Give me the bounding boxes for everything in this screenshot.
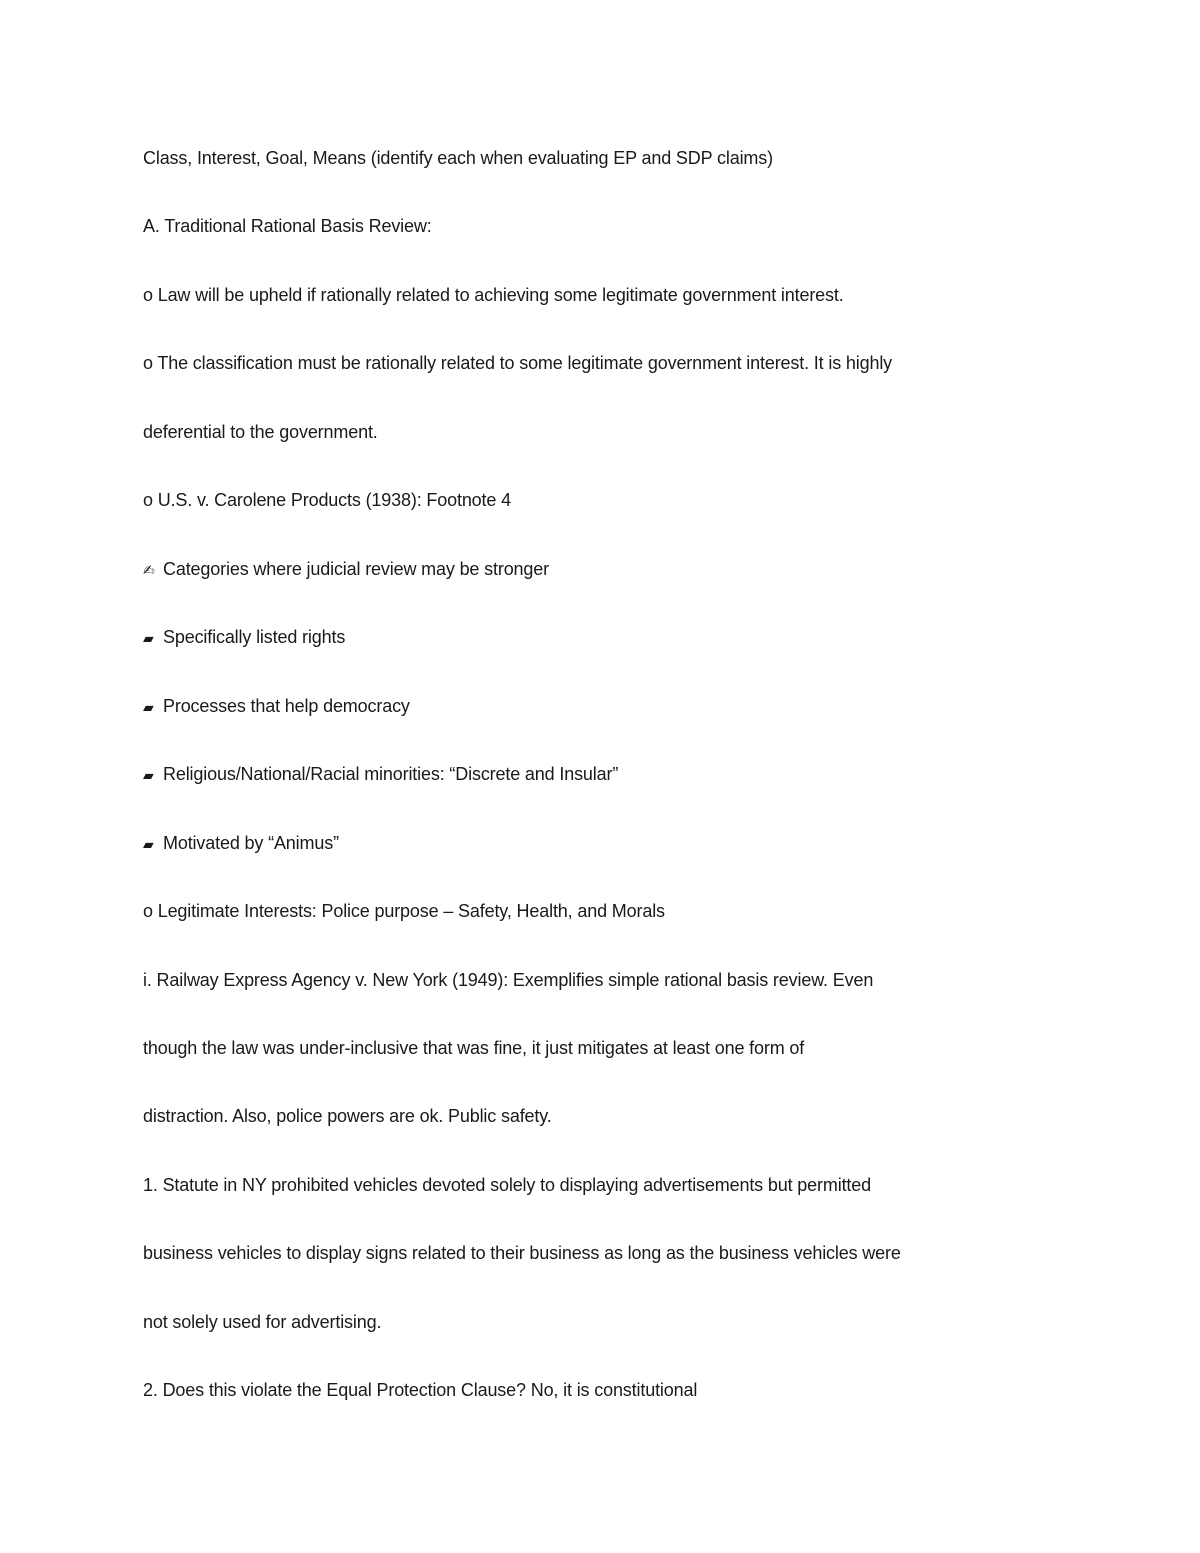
sub-sub-bullet-animus <box>143 831 339 856</box>
block-bullet-icon: ▰ <box>143 767 154 783</box>
bullet-legitimate-interests: o Legitimate Interests: Police purpose – Safety, Health, and Morals <box>143 901 665 921</box>
heading-class-interest-goal-means: Class, Interest, Goal, Means (identify each when evaluating EP and SDP claims) <box>143 148 773 168</box>
bullet-classification: o The classification must be rationally related to some legitimate government interest. It is highly <box>143 353 893 373</box>
block-bullet-icon: ▰ <box>143 699 154 715</box>
numbered-item-1-continued-1: business vehicles to display signs related to their business as long as the business vehicles were <box>143 1243 901 1263</box>
sub-sub-bullet-democracy <box>143 694 410 719</box>
case-railway-express-continued-1: though the law was under-inclusive that was fine, it just mitigates at least one form of <box>143 1038 805 1058</box>
bullet-law-upheld: o Law will be upheld if rationally related to achieving some legitimate government interest. <box>143 285 844 305</box>
case-railway-express: i. Railway Express Agency v. New York (1949): Exemplifies simple rational basis review. Even <box>143 970 874 990</box>
block-bullet-icon: ▰ <box>143 836 154 852</box>
sub-sub-bullet-democracy-text: Processes that help democracy <box>163 696 410 716</box>
block-bullet-icon: ▰ <box>143 630 154 646</box>
bullet-classification-continued: deferential to the government. <box>143 422 378 442</box>
bullet-carolene-products: o U.S. v. Carolene Products (1938): Footnote 4 <box>143 490 511 510</box>
section-title-rational-basis: A. Traditional Rational Basis Review: <box>143 216 432 236</box>
numbered-item-1-continued-2: not solely used for advertising. <box>143 1312 382 1332</box>
sub-sub-bullet-minorities <box>143 762 618 787</box>
sub-sub-bullet-minorities-text: Religious/National/Racial minorities: “Discrete and Insular” <box>163 764 619 784</box>
sub-sub-bullet-listed-rights-text: Specifically listed rights <box>163 627 346 647</box>
sub-sub-bullet-animus-text: Motivated by “Animus” <box>163 833 339 853</box>
sub-bullet-categories <box>143 557 549 582</box>
sub-bullet-categories-text: Categories where judicial review may be stronger <box>163 559 549 579</box>
case-railway-express-continued-2: distraction. Also, police powers are ok. Public safety. <box>143 1106 552 1126</box>
sub-sub-bullet-listed-rights <box>143 625 345 650</box>
hand-writing-icon: ✍ <box>143 562 155 578</box>
numbered-item-2: 2. Does this violate the Equal Protection Clause? No, it is constitutional <box>143 1380 698 1400</box>
numbered-item-1: 1. Statute in NY prohibited vehicles devoted solely to displaying advertisements but permitted <box>143 1175 871 1195</box>
